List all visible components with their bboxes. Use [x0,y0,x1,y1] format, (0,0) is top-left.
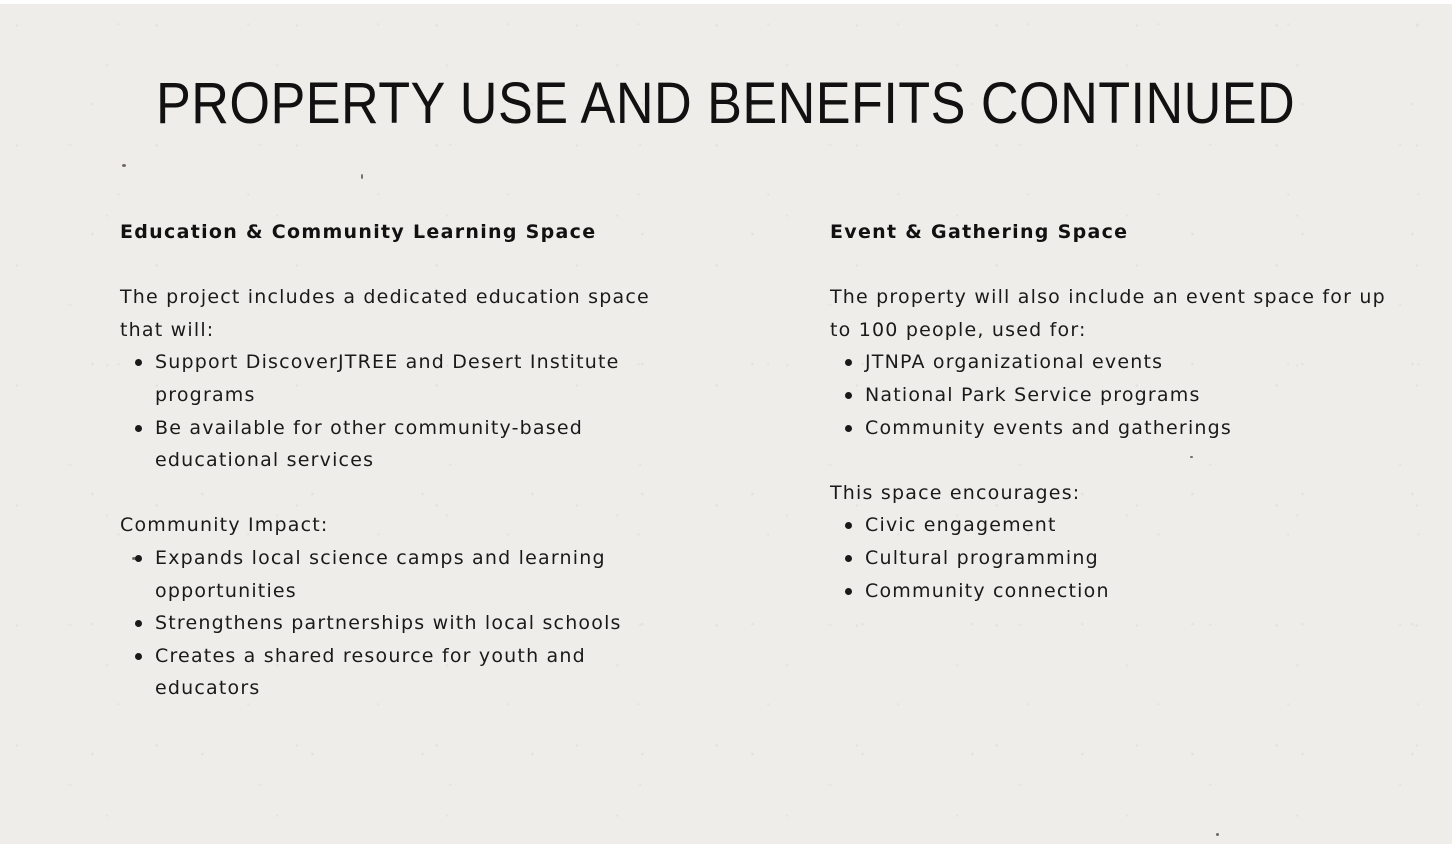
list-item-text: Support DiscoverJTREE and Desert Institute programs [155,351,620,406]
paper-speck [1216,833,1219,836]
education-heading: Education & Community Learning Space [120,221,597,243]
event-heading: Event & Gathering Space [830,221,1129,243]
list-item-text: Expands local science camps and learning opportunities [155,546,606,602]
community-impact-list [120,542,680,705]
bullet-dot-icon [135,653,142,660]
bullet-dot-icon [135,425,142,432]
slide [0,4,1452,844]
bullet-dot-icon [845,425,852,432]
community-impact-label: Community Impact: [120,514,329,537]
list-item-text: Community connection [865,579,1110,602]
bullet-dot-icon [845,522,852,529]
education-column [120,216,680,705]
list-item-text: Creates a shared resource for youth and educators [155,644,586,700]
education-intro: The project includes a dedicated education space that will: [120,286,650,341]
list-item [865,412,1390,445]
list-item-text: Community events and gatherings [865,416,1233,439]
bullet-dot-icon [135,359,142,366]
list-item-text: Civic engagement [865,514,1057,537]
event-column [830,216,1390,607]
paper-speck [361,174,363,179]
encourages-list [830,509,1390,607]
list-item [865,509,1390,542]
list-item [155,542,680,607]
bullet-dot-icon [845,555,852,562]
list-item-text: Strengthens partnerships with local schools [155,612,622,635]
event-bullet-list [830,346,1390,444]
list-item [865,346,1390,379]
list-item [155,346,680,411]
page-title: PROPERTY USE AND BENEFITS CONTINUED [155,71,1296,136]
encourages-label: This space encourages: [830,481,1081,504]
list-item-text: Cultural programming [865,546,1099,569]
bullet-dot-icon [135,555,142,562]
paper-speck [122,164,126,167]
bullet-dot-icon [845,392,852,399]
list-item [865,379,1390,412]
list-item [865,542,1390,575]
education-bullet-list [120,346,680,476]
list-item [155,607,680,640]
bullet-dot-icon [135,620,142,627]
bullet-dot-icon [845,359,852,366]
list-item-text: National Park Service programs [865,383,1201,406]
bullet-dot-icon [845,588,852,595]
list-item-text: JTNPA organizational events [865,351,1164,374]
event-intro: The property will also include an event space for up to 100 people, used for: [830,286,1386,341]
list-item [865,575,1390,608]
list-item [155,640,680,705]
list-item [155,412,680,477]
list-item-text: Be available for other community-based educational services [155,416,584,472]
